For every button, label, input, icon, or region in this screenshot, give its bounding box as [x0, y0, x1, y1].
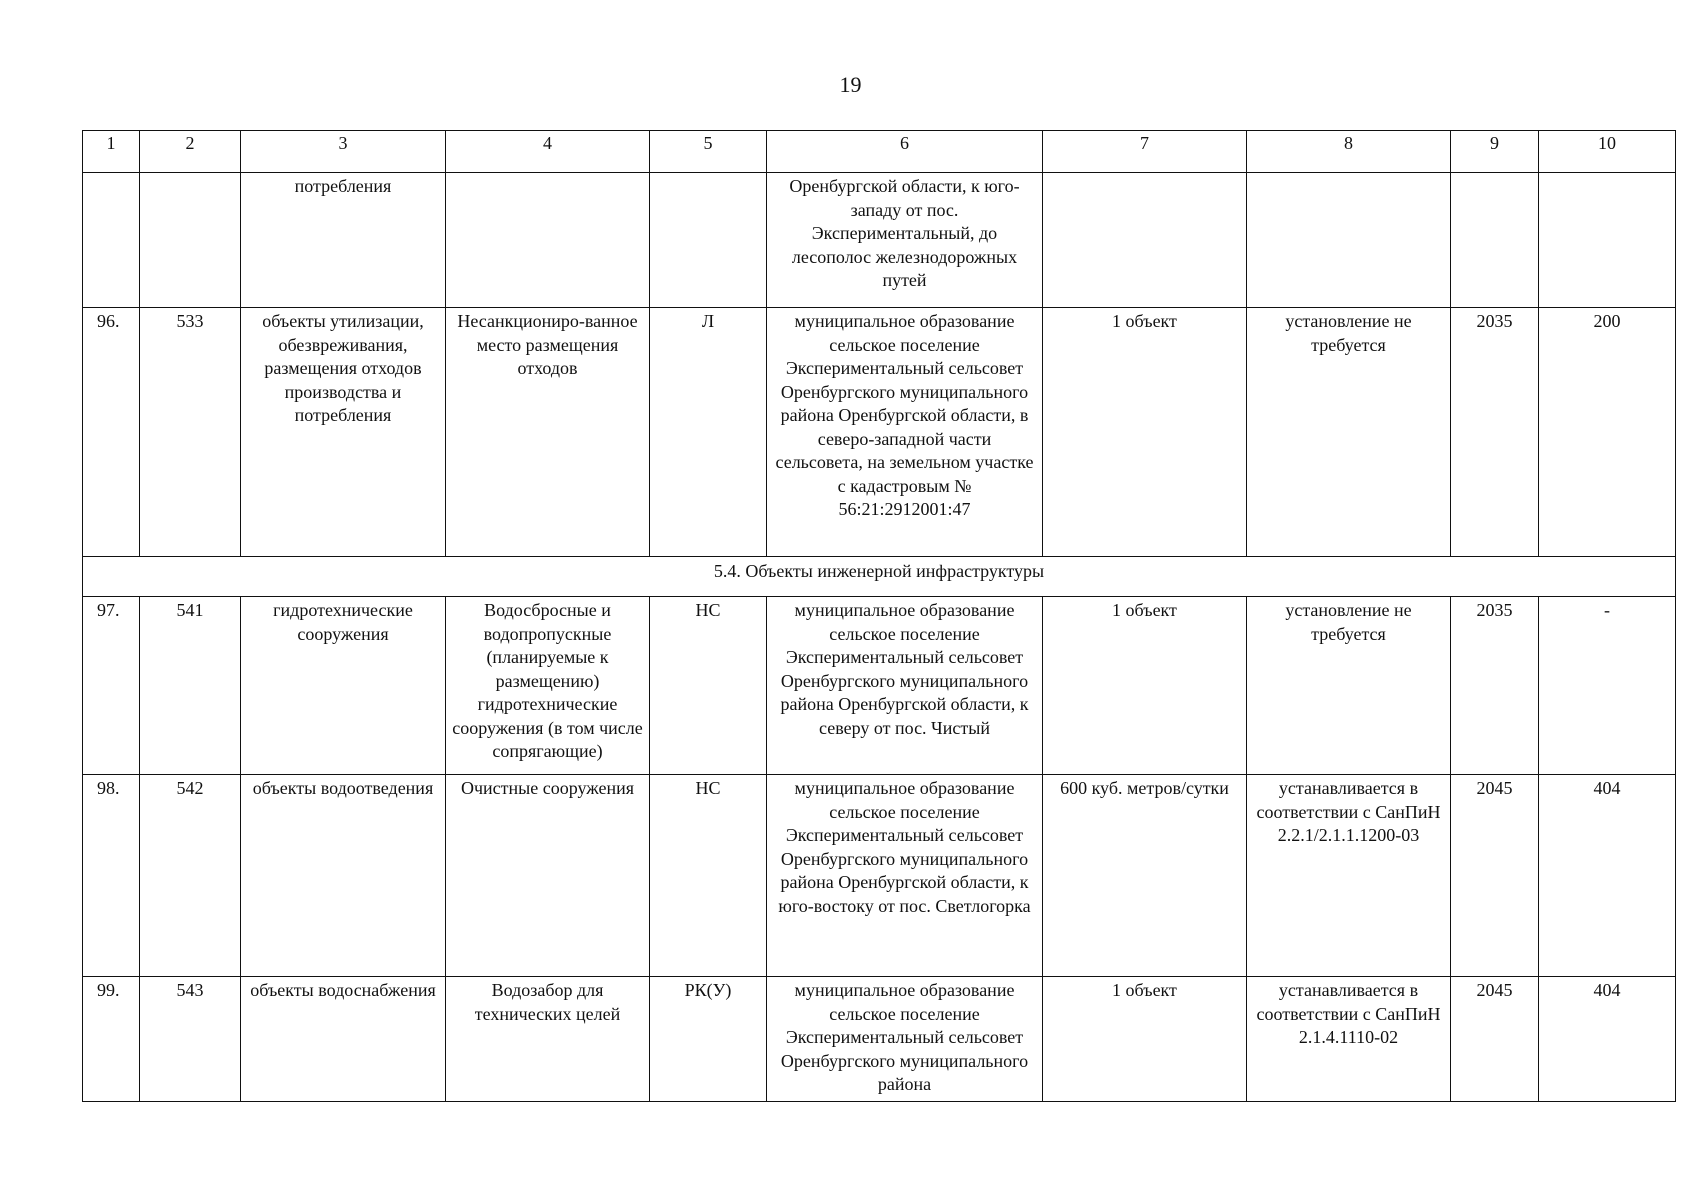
table-row-99: [83, 977, 1676, 1102]
table-cell: Оренбургской области, к юго-западу от пос. Экспериментальный, до лесополос железнодорожных путей: [767, 173, 1043, 308]
column-number: 3: [241, 131, 446, 173]
object-zone: установление не требуется: [1247, 308, 1451, 557]
column-number: 4: [446, 131, 650, 173]
object-type: объекты утилизации, обезвреживания, размещения отходов производства и потребления: [241, 308, 446, 557]
object-year: 2035: [1451, 597, 1539, 775]
objects-table: [82, 130, 1676, 1102]
table-cell: [1043, 173, 1247, 308]
object-name: Несанкциониро-ванное место размещения отходов: [446, 308, 650, 557]
object-zone: устанавливается в соответствии с СанПиН 2.1.4.1110-02: [1247, 977, 1451, 1102]
object-year: 2035: [1451, 308, 1539, 557]
object-code: 541: [140, 597, 241, 775]
table-row-continuation: [83, 173, 1676, 308]
table-row-96: [83, 308, 1676, 557]
object-status: НС: [650, 597, 767, 775]
object-year: 2045: [1451, 977, 1539, 1102]
object-zone: установление не требуется: [1247, 597, 1451, 775]
object-capacity: 1 объект: [1043, 597, 1247, 775]
table-cell: [1451, 173, 1539, 308]
object-location: муниципальное образование сельское поселение Экспериментальный сельсовет Оренбургского муниципального района Оренбургской области, к юго-востоку от пос. Светлогорка: [767, 775, 1043, 977]
column-number: 10: [1539, 131, 1676, 173]
section-title: 5.4. Объекты инженерной инфраструктуры: [83, 557, 1676, 597]
table-cell: потребления: [241, 173, 446, 308]
column-number: 7: [1043, 131, 1247, 173]
table-cell: [650, 173, 767, 308]
object-type: объекты водоотведения: [241, 775, 446, 977]
object-location: муниципальное образование сельское поселение Экспериментальный сельсовет Оренбургского муниципального района: [767, 977, 1043, 1102]
object-name: Очистные сооружения: [446, 775, 650, 977]
row-number: 98.: [83, 775, 140, 977]
object-type: гидротехнические сооружения: [241, 597, 446, 775]
object-zone: устанавливается в соответствии с СанПиН 2.2.1/2.1.1.1200-03: [1247, 775, 1451, 977]
column-number: 5: [650, 131, 767, 173]
table-row-98: [83, 775, 1676, 977]
row-number: 97.: [83, 597, 140, 775]
object-location: муниципальное образование сельское поселение Экспериментальный сельсовет Оренбургского муниципального района Оренбургской области, к северу от пос. Чистый: [767, 597, 1043, 775]
object-value: 200: [1539, 308, 1676, 557]
column-number: 9: [1451, 131, 1539, 173]
object-code: 542: [140, 775, 241, 977]
object-value: 404: [1539, 977, 1676, 1102]
object-type: объекты водоснабжения: [241, 977, 446, 1102]
column-number: 1: [83, 131, 140, 173]
object-year: 2045: [1451, 775, 1539, 977]
column-number: 8: [1247, 131, 1451, 173]
object-code: 543: [140, 977, 241, 1102]
object-status: Л: [650, 308, 767, 557]
table-cell: [83, 173, 140, 308]
object-name: Водосбросные и водопропускные (планируемые к размещению) гидротехнические сооружения (в том числе сопрягающие): [446, 597, 650, 775]
table-cell: [446, 173, 650, 308]
object-value: -: [1539, 597, 1676, 775]
object-code: 533: [140, 308, 241, 557]
object-location: муниципальное образование сельское поселение Экспериментальный сельсовет Оренбургского муниципального района Оренбургской области, в северо-западной части сельсовета, на земельном участке с кадастровым № 56:21:2912001:47: [767, 308, 1043, 557]
object-status: НС: [650, 775, 767, 977]
column-number: 2: [140, 131, 241, 173]
section-row: [83, 557, 1676, 597]
row-number: 99.: [83, 977, 140, 1102]
object-status: РК(У): [650, 977, 767, 1102]
object-capacity: 1 объект: [1043, 977, 1247, 1102]
object-name: Водозабор для технических целей: [446, 977, 650, 1102]
table-cell: [1539, 173, 1676, 308]
object-capacity: 600 куб. метров/сутки: [1043, 775, 1247, 977]
column-number: 6: [767, 131, 1043, 173]
object-capacity: 1 объект: [1043, 308, 1247, 557]
table-row-97: [83, 597, 1676, 775]
row-number: 96.: [83, 308, 140, 557]
page-number: 19: [839, 72, 862, 97]
object-value: 404: [1539, 775, 1676, 977]
table-cell: [140, 173, 241, 308]
table-cell: [1247, 173, 1451, 308]
column-number-row: [83, 131, 1676, 173]
